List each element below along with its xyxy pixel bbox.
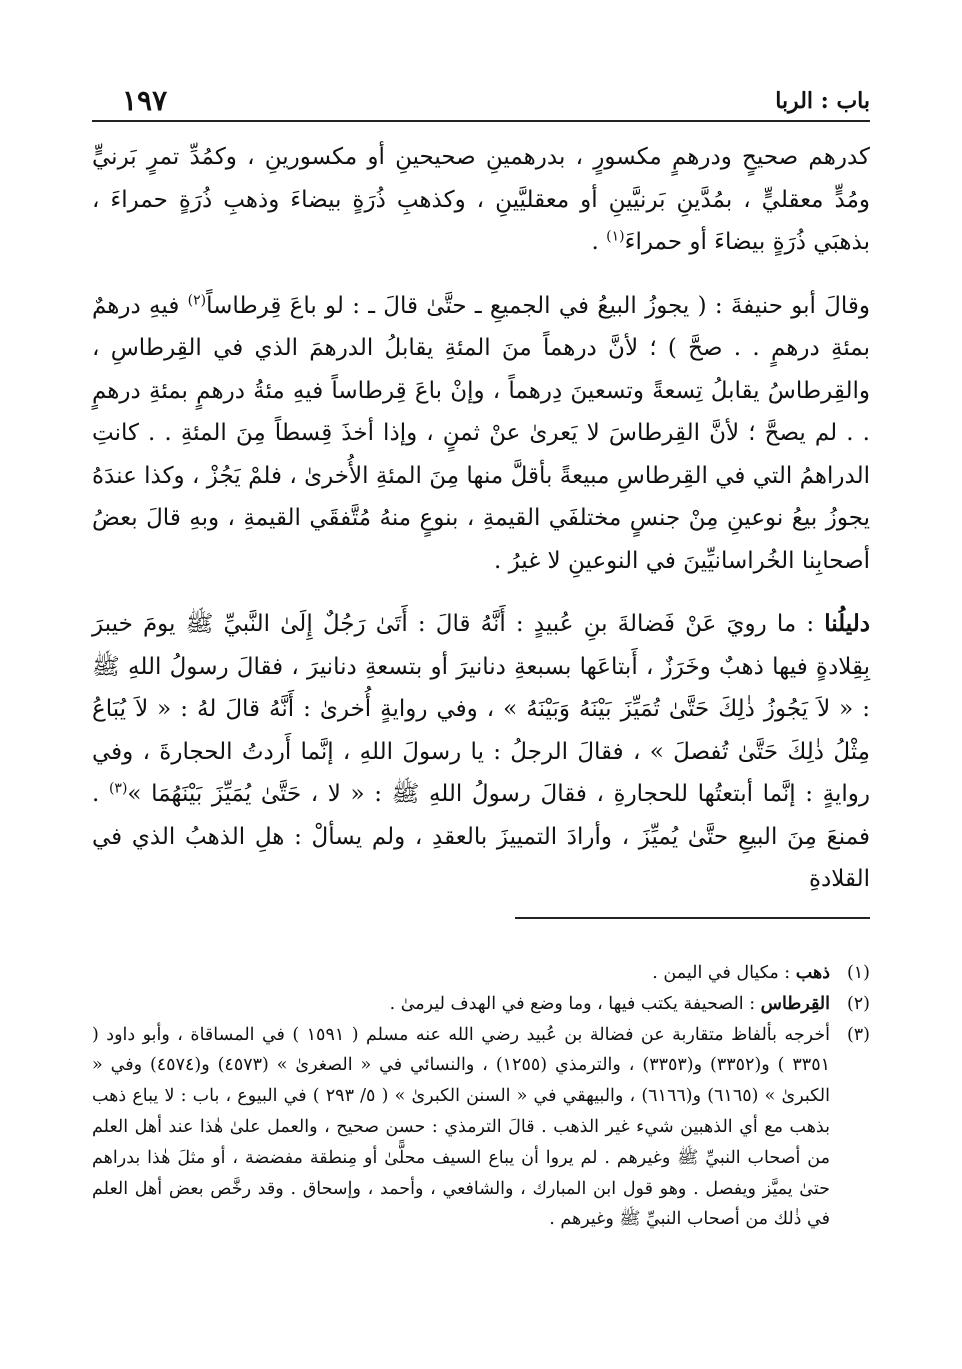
chapter-title: باب : الربا xyxy=(775,88,870,114)
footnote-text: : مكيال في اليمن . xyxy=(652,963,796,983)
page-number: ١٩٧ xyxy=(122,84,168,117)
footnote-term: القِرطاس xyxy=(760,993,830,1014)
footnote-text: : الصحيفة يكتب فيها ، وما وضع في الهدف ليرمىٰ . xyxy=(389,993,761,1014)
footnote-1 xyxy=(92,958,870,989)
paragraph-text-end: . xyxy=(591,229,607,255)
footnote-number: (٢) xyxy=(846,993,870,1014)
footnote-body xyxy=(92,989,830,1020)
footnote-reference: (٣) xyxy=(108,780,128,797)
running-header xyxy=(92,84,870,120)
footnote-separator xyxy=(515,917,870,919)
paragraph-text-end: فيهِ درهمٌ بمئةِ درهمٍ . . صحَّ ) ؛ لأنَّ درهماً منَ المئةِ يقابلُ الدرهمَ الذي في القِرطاسِ ، والقِرطاسُ يقابلُ تِسعةً وتسعينَ دِرهماً ، وإنْ باعَ قِرطاساً فيهِ مئةُ درهمٍ بمئةِ درهمٍ . . لم يصحَّ ؛ لأنَّ القِرطاسَ لا يَعرىٰ عنْ ثمنٍ ، وإذا أخذَ قِسطاً مِنَ المئةِ . . كانتِ الدراهمُ التي في القِرطاسِ مبيعةً بأقلَّ منها مِنَ المئةِ الأُخرىٰ ، فلمْ يَجُزْ ، وكذا عندَهُ يجوزُ بيعُ نوعينِ مِنْ جنسٍ مختلفَي القيمةِ ، بنوعٍ منهُ مُتَّفقَي القيمةِ ، وبهِ قالَ بعضُ أصحابِنا الخُراسانيِّينَ في النوعينِ لا غيرُ . xyxy=(92,292,870,574)
paragraph-text: وقالَ أبو حنيفةَ : ( يجوزُ البيعُ في الجميعِ ـ حتَّىٰ قالَ ـ : لو باعَ قِرطاساً xyxy=(206,292,870,319)
footnote-term: ذهب xyxy=(795,963,830,983)
paragraph-text-end: . فمنعَ مِنَ البيعِ حتَّىٰ يُميِّزَ ، وأرادَ التمييزَ بالعقدِ ، ولم يسألْ : هلِ الذهبُ الذي في القلادةِ xyxy=(92,781,870,892)
paragraph-3 xyxy=(92,603,870,901)
paragraph-1 xyxy=(92,136,870,264)
footnote-number: (١) xyxy=(846,963,870,983)
footnote-body xyxy=(92,1020,830,1236)
footnotes xyxy=(92,958,870,1235)
footnote-body xyxy=(92,958,830,989)
paragraph-text: : ما رويَ عَنْ فَضالةَ بنِ عُبيدٍ : أَنَّهُ قالَ : أَتَىٰ رَجُلٌ إِلَىٰ النَّبيِّ ﷺ يومَ خيبرَ بِقِلادةٍ فيها ذهبٌ وخَرَزٌ ، أَبتاعَها بسبعةِ دنانيرَ أو بتسعةِ دنانيرَ ، فقالَ رسولُ اللهِ ﷺ : « لاَ يَجُوزُ ذٰلِكَ حَتَّىٰ تُمَيِّزَ بَيْنَهُ وَبَيْنَهُ » ، وفي روايةٍ أُخرىٰ : أَنَّهُ قالَ لهُ : « لاَ يُبَاعُ مِثْلُ ذٰلِكَ حَتَّىٰ تُفصلَ » ، فقالَ الرجلُ : يا رسولَ اللهِ ، إنَّما أَردتُ الحجارةَ ، وفي روايةٍ : إنَّما أبتعتُها للحجارةِ ، فقالَ رسولُ اللهِ ﷺ : « لا ، حَتَّىٰ يُمَيِّزَ بَيْنَهُمَا » xyxy=(92,611,871,807)
footnote-number: (٣) xyxy=(846,1024,870,1045)
header-rule xyxy=(92,120,870,122)
footnote-text: أخرجه بألفاظ متقاربة عن فضالة بن عُبيد رضي الله عنه مسلم ( ١٥٩١ ) في المساقاة ، وأبو داود ( ٣٣٥١ ) و(٣٣٥٢) و(٣٣٥٣) ، والترمذي (١٢٥٥) ، والنسائي في « الصغرىٰ » (٤٥٧٣) و(٤٥٧٤) وفي « الكبرىٰ » (٦١٦٥) و(٦١٦٦) ، والبيهقي في « السنن الكبرىٰ » ( ٥/ ٢٩٣ ) في البيوع ، باب : لا يباع ذهب بذهب مع أي الذهبين شيء غير الذهب . قالَ الترمذي : حسن صحيح ، والعمل علىٰ هٰذا عند أهل العلم من أصحاب النبيِّ ﷺ وغيرهم . لم يروا أن يباع السيف محلًّىٰ أو مِنطقة مفضضة ، أو مثلَ هٰذا بدراهم حتىٰ يميَّز ويفصل . وهو قول ابن المبارك ، والشافعي ، وأحمد ، وإسحاق . وقد رخَّص بعض أهل العلم في ذٰلك من أصحاب النبيِّ ﷺ وغيرهم . xyxy=(92,1024,830,1230)
footnote-reference: (٢) xyxy=(187,291,207,308)
paragraph-2 xyxy=(92,285,870,583)
main-text xyxy=(92,136,870,901)
paragraph-lead-word: دليلُنا xyxy=(824,610,870,637)
paragraph-text: كدرهم صحيحٍ ودرهمٍ مكسورٍ ، بدرهمينِ صحيحينِ أو مكسورينِ ، وكمُدِّ تمرٍ بَرنيٍّ ومُدٍّ معقليٍّ ، بمُدَّينِ بَرنيَّينِ أو معقليَّينِ ، وكذهبِ ذُرَةٍ بيضاءَ وذهبِ ذُرَةٍ حمراءَ ، بذهبَي ذُرَةٍ بيضاءَ أو حمراءَ xyxy=(92,144,870,255)
footnote-reference: (١) xyxy=(606,228,625,245)
footnote-2 xyxy=(92,989,870,1020)
footnote-3 xyxy=(92,1020,870,1236)
